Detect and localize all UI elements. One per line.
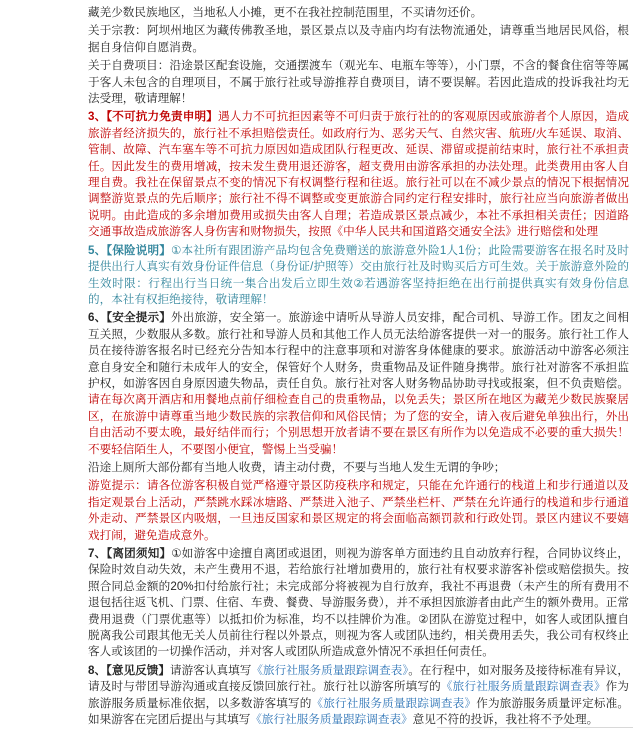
text-segment: 。在行程中，如对服务及接待标准有异议，请及时与带团导游沟通或直接反馈回旅行社。旅行社以游客所填写的 [88, 663, 629, 694]
text-segment: 遇人力不可抗拒因素等不可归责于旅行社的的客观原因或旅游者个人原因，造成旅游者经济损失的，旅行社不承担赔偿责任。如政府行为、恶劣天气、自然灾害、航班/火车延误、取消、管制、故障、汽车塞车等不可抗力原因如造成团队行程更改、延误、滞留或提前结束时，旅行社不承担责任。因此发生的费用增减，按未发生费用退还游客，超支费用由游客承担的办法处理。此类费用由客人自理自费。我社在保留景点不变的情况下有权调整行程和往返。旅行社可以在不减少景点的情况下根据情况调整游览景点的先后顺序；旅行社不得不调整或变更旅游合同约定行程安排时，旅行社应当向旅游者做出说明。由此造成的多余增加费用或损失由客人自理；若造成景区景点减少，本社不承担相关责任；因道路交通事故造成旅游客人身伤害和财物损失，按照《中华人民共和国道路交通安全法》进行赔偿和处理 [88, 110, 629, 239]
text-segment: 请在每次离开酒店和用餐地点前仔细检查自己的贵重物品，以免丢失；景区所在地区为藏羌少数民族聚居区，在旅游中请尊重当地少数民族的宗教信仰和风俗民情；为了您的安全，请入夜后避免单独出行，外出自由活动不要太晚，最好结伴而行；个别思想开放者请不要在景区有所作为以免造成不必要的重大损失！不要轻信陌生人，不要图小便宜，警惕上当受骗！ [88, 393, 629, 456]
text-segment: 关于宗教：阿坝州地区为藏传佛教圣地，景区景点以及寺庙内均有法物流通处，请尊重当地居民风俗，根据自身信仰自愿消费。 [88, 24, 629, 54]
text-segment: 意见不符的投诉，我社将不予处理。 [412, 713, 599, 727]
para-force-majeure [88, 109, 629, 240]
para-local-stalls [88, 5, 629, 21]
para-tour-notice [88, 478, 629, 544]
text-segment: 7、【离团须知】 [88, 547, 172, 560]
text-segment: 游览提示：请各位游客积极自觉严格遵守景区防疫秩序和规定，只能在允许通行的栈道上和步行通道以及指定观景台上活动，严禁跳水踩冰塘路、严禁进入池子、严禁坐栏杆、严禁在允许通行的栈道和步行通道外走动、严禁景区内吸烟，一旦违反国家和景区规定的将会面临高额罚款和行政处罚。景区内建议不要嬉戏打闹，避免造成意外。 [88, 479, 629, 542]
para-religion [88, 23, 629, 56]
text-segment: 请游客认真填写 [170, 663, 252, 677]
text-segment: 《旅行社服务质量跟踪调查表》 [251, 663, 409, 677]
text-segment: 《旅行社服务质量跟踪调查表》 [311, 696, 477, 710]
para-toilet [88, 460, 629, 476]
para-feedback [88, 663, 629, 729]
text-segment: 关于自费项目：沿途景区配套设施，交通摆渡车（观光车、电瓶车等等），小门票，不含的餐食住宿等等属于客人未包含的自理项目，不属于旅行社或导游推荐自费项目，请不要误解。若因此造成的投诉我社均无法受理，敬请理解！ [88, 59, 629, 106]
text-segment: 3、【不可抗力免责申明】 [88, 110, 219, 124]
text-segment: ①如游客中途擅自离团或退团，则视为游客单方面违约且自动放弃行程，合同协议终止，保险时效自动失效，未产生费用不退，若给旅行社增加费用的，旅行社有权要求游客补偿或赔偿损失。按照合同总金额的20%扣付给旅行社；未完成部分将被视为自行放弃，我社不再退费（未产生的所有费用不退包括往返飞机、门票、住宿、车费、餐费、导游服务费），并不承担因旅游者由此产生的额外费用。正常费用退费（门票优惠等）以抵扣价为标准，均不以挂牌价为准。②团队在游览过程中，如客人或团队擅自脱离我公司跟其他无关人员前往行程以外景点，则视为客人或团队违约，相关费用丢失，我公司有权终止客人或该团的一切操作活动，并对客人或团队所造成意外情况不承担任何责任。 [88, 547, 629, 659]
text-segment: ①本社所有跟团游产品均包含免费赠送的旅游意外险1人1份；此险需要游客在报名时及时提供出行人真实有效身份证件信息（身份证/护照等）交由旅行社及时购买后方可生效。关于旅游意外险的生效时限：行程出行当日统一集合出发后立即生效②若遇游客坚持拒绝在出行前提供真实有效身份信息的，本社有权拒绝接待，敬请理解！ [88, 243, 629, 306]
text-segment: 沿途上厕所大部份都有当地人收费，请主动付费，不要与当地人发生无谓的争吵； [88, 460, 506, 474]
para-leave-group [88, 546, 629, 661]
para-insurance [88, 243, 629, 309]
text-segment: 作为旅游服务质量评定标准。如果游客在完团后提出与其填写 [88, 696, 629, 727]
document-body [88, 5, 629, 730]
para-safety [88, 310, 629, 458]
text-segment: 《旅行社服务质量跟踪调查表》 [250, 713, 413, 727]
text-segment: 作为旅游服务质量标准依据，以多数游客填写的 [88, 680, 629, 710]
para-self-paid-items [88, 58, 629, 107]
text-segment: 外出旅游，安全第一。旅游途中请听从导游人员安排，配合司机、导游工作。团友之间相互关照，少数服从多数。旅行社和导游人员和其他工作人员无法给游客提供一对一的服务。旅行社工作人员在接待游客报名时已经充分告知本行程中的注意事项和对游客身体健康的要求。旅游活动中游客必须注意自身安全和随行未成年人的安全，保管好个人财务，贵重物品及证件随身携带。旅行社对游客不承担监护权，如游客因自身原因遗失物品，责任自负。旅行社对客人财务物品协助寻找或报案，但不负责赔偿。 [88, 311, 629, 390]
text-segment: 8、【意见反馈】 [88, 663, 171, 677]
text-segment: 6、【安全提示】 [88, 311, 172, 325]
text-segment: 5、【保险说明】 [88, 243, 171, 257]
text-segment: 藏羌少数民族地区，当地私人小摊，更不在我社控制范围里，不买请勿还价。 [88, 6, 483, 19]
page-bottom-divider [437, 727, 633, 728]
text-segment: 《旅行社服务质量跟踪调查表》 [440, 680, 606, 694]
